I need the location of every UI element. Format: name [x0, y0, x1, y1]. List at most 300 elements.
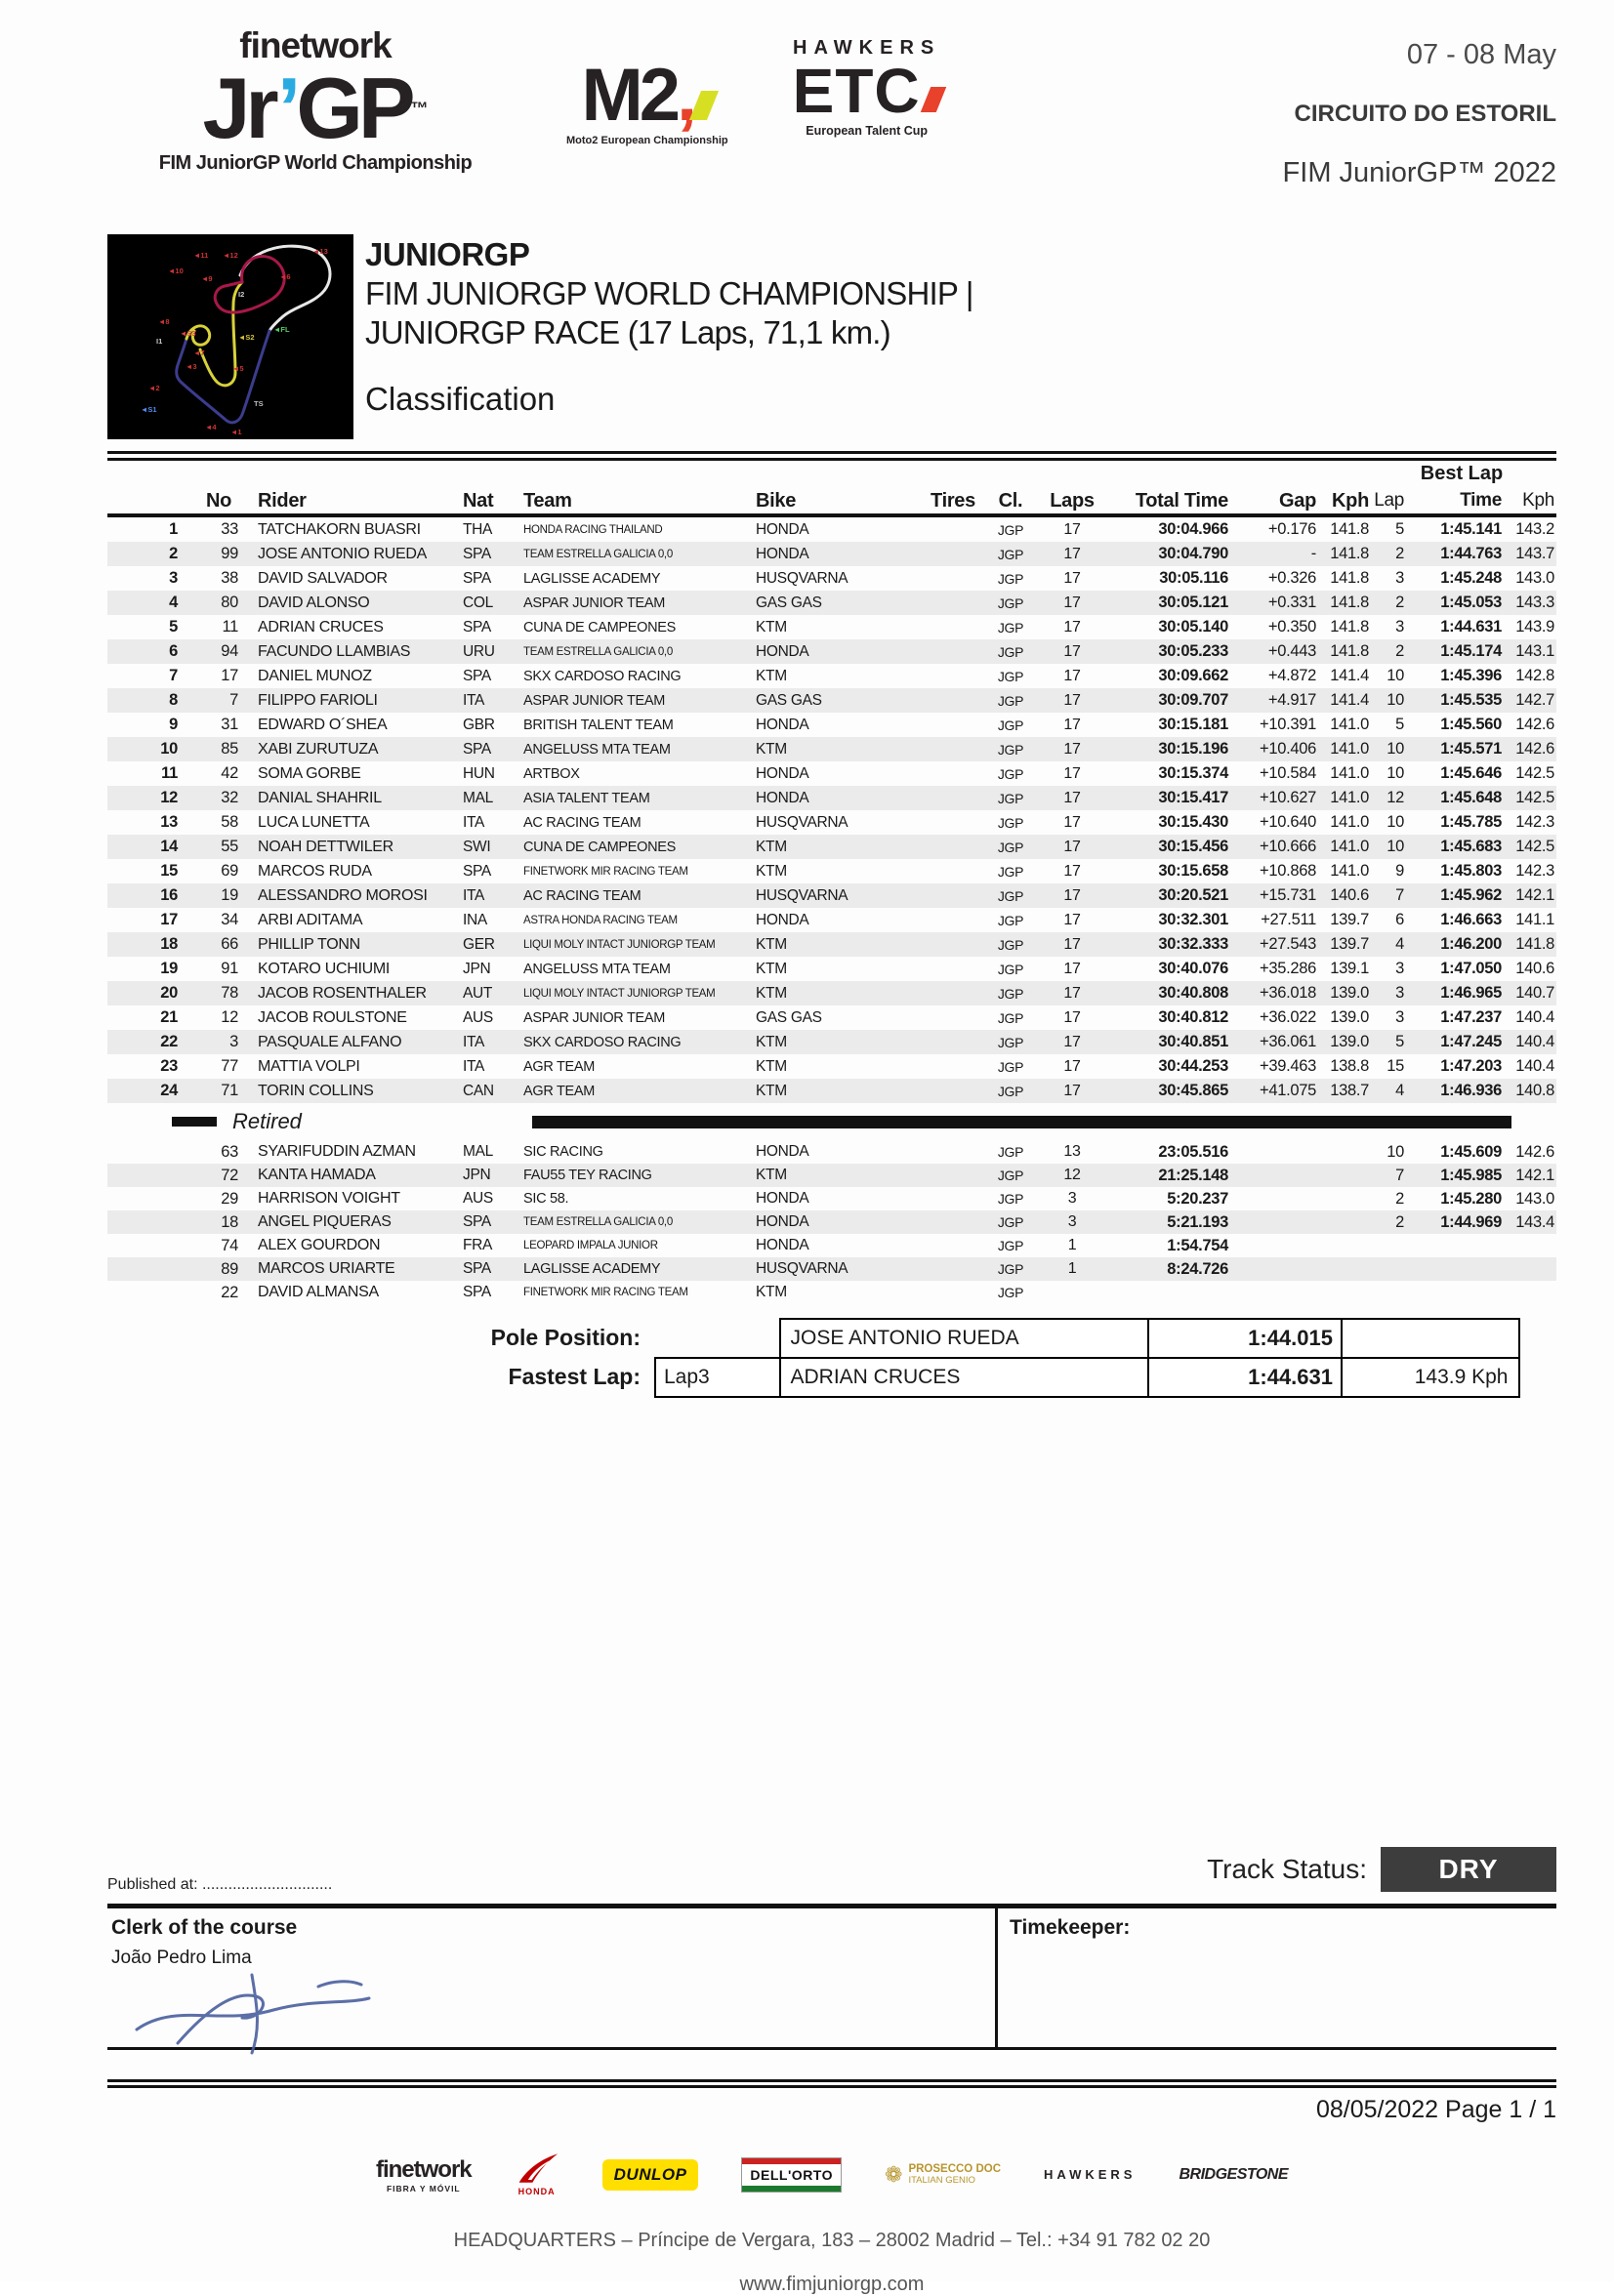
- jrgp-logo-text: [154, 60, 476, 156]
- etc-logo-tagline: European Talent Cup: [806, 124, 929, 138]
- bike-cell: HONDA: [756, 1213, 809, 1230]
- no-cell: 63: [221, 1142, 238, 1161]
- rider-cell: MATTIA VOLPI: [258, 1057, 360, 1075]
- blap-cell: 5: [1395, 716, 1404, 733]
- team-cell: FINETWORK MIR RACING TEAM: [523, 865, 688, 878]
- total-cell: 30:15.374: [1158, 764, 1228, 782]
- rider-cell: NOAH DETTWILER: [258, 838, 393, 855]
- table-row: [107, 615, 1556, 639]
- table-row: [107, 761, 1556, 786]
- rider-cell: FACUNDO LLAMBIAS: [258, 642, 411, 660]
- bkph-cell: 143.3: [1515, 594, 1554, 611]
- laps-cell: 13: [1063, 1143, 1081, 1160]
- nat-cell: ITA: [463, 813, 485, 831]
- total-cell: 30:40.808: [1158, 984, 1228, 1002]
- header-blap-cell: Lap: [1374, 490, 1404, 511]
- no-cell: 38: [221, 569, 238, 587]
- rider-cell: DAVID SALVADOR: [258, 569, 388, 587]
- btime-cell: 1:46.663: [1440, 911, 1502, 928]
- bkph-cell: 142.6: [1515, 740, 1554, 758]
- track-map-label: ◄S3: [180, 329, 196, 338]
- fastest-lap-rider: ADRIAN CRUCES: [779, 1357, 1150, 1398]
- laps-cell: 17: [1063, 984, 1081, 1002]
- nat-cell: SPA: [463, 1284, 491, 1300]
- header-btime-cell: Time: [1460, 490, 1502, 511]
- table-row: [107, 1164, 1556, 1187]
- event-info: [1283, 39, 1556, 189]
- rider-cell: MARCOS URIARTE: [258, 1260, 395, 1277]
- m2-logo-text: [566, 54, 728, 137]
- bike-cell: KTM: [756, 1057, 787, 1075]
- kph-cell: 141.0: [1330, 838, 1369, 855]
- gap-cell: +0.326: [1267, 569, 1316, 587]
- nat-cell: ITA: [463, 691, 485, 709]
- total-cell: 5:20.237: [1167, 1189, 1228, 1208]
- pos-cell: 23: [160, 1057, 178, 1075]
- cl-cell: JGP: [997, 1058, 1024, 1075]
- kph-cell: 141.4: [1330, 667, 1369, 684]
- gap-cell: +10.627: [1259, 789, 1316, 806]
- team-cell: LAGLISSE ACADEMY: [523, 570, 661, 587]
- blap-cell: 5: [1395, 520, 1404, 538]
- laps-cell: 17: [1063, 1008, 1081, 1026]
- etc-logo-text: [792, 56, 941, 126]
- team-cell: SIC 58.: [523, 1191, 569, 1207]
- nat-cell: GBR: [463, 716, 495, 733]
- m2-logo-tagline: Moto2 European Championship: [566, 135, 728, 146]
- track-map-label: I2: [238, 290, 245, 299]
- laps-cell: 17: [1063, 862, 1081, 880]
- cl-cell: JGP: [997, 741, 1024, 758]
- rider-cell: SOMA GORBE: [258, 764, 361, 782]
- cl-cell: JGP: [997, 1168, 1024, 1183]
- cl-cell: JGP: [997, 643, 1024, 660]
- laps-cell: 1: [1067, 1260, 1077, 1277]
- total-cell: 30:05.121: [1158, 594, 1228, 611]
- total-cell: 30:05.140: [1158, 618, 1228, 636]
- track-map-label: ◄1: [230, 428, 242, 436]
- prosecco-emblem-icon: ❁: [885, 2161, 903, 2187]
- sponsor-name: finetwork: [375, 2155, 472, 2183]
- team-cell: ASPAR JUNIOR TEAM: [523, 692, 666, 709]
- retired-bar-icon: [532, 1116, 1511, 1128]
- cl-cell: JGP: [997, 1009, 1024, 1026]
- btime-cell: 1:45.985: [1440, 1166, 1502, 1184]
- sponsor-hawkers-logo: [1044, 2166, 1136, 2184]
- fastest-lap-number: Lap3: [654, 1357, 781, 1398]
- track-map-label: ◄8: [158, 317, 170, 326]
- team-cell: SIC RACING: [523, 1144, 603, 1160]
- team-cell: TEAM ESTRELLA GALICIA 0,0: [523, 1216, 673, 1228]
- no-cell: 71: [221, 1082, 238, 1099]
- header-cl-cell: Cl.: [998, 489, 1023, 512]
- table-row: [107, 737, 1556, 761]
- bkph-cell: 142.5: [1515, 789, 1554, 806]
- no-cell: 18: [221, 1212, 238, 1231]
- team-cell: SKX CARDOSO RACING: [523, 668, 682, 684]
- pole-kph: [1341, 1318, 1520, 1359]
- btime-cell: 1:45.535: [1440, 691, 1502, 709]
- jrgp-logo: [154, 25, 476, 175]
- total-cell: 30:45.865: [1158, 1082, 1228, 1099]
- track-map-label: ◄6: [279, 272, 291, 281]
- no-cell: 58: [221, 813, 238, 831]
- no-cell: 99: [221, 545, 238, 562]
- cl-cell: JGP: [997, 521, 1024, 538]
- team-cell: ARTBOX: [523, 765, 580, 782]
- pos-cell: 4: [169, 594, 178, 611]
- cl-cell: JGP: [997, 912, 1024, 928]
- laps-cell: 17: [1063, 618, 1081, 636]
- pos-cell: 24: [160, 1082, 178, 1099]
- sponsor-honda-logo: [515, 2152, 559, 2196]
- best-lap-header-row: [107, 463, 1556, 488]
- laps-cell: 17: [1063, 545, 1081, 562]
- bkph-cell: 143.9: [1515, 618, 1554, 636]
- retired-dash-icon: [172, 1117, 217, 1127]
- pole-label: Pole Position:: [490, 1325, 641, 1350]
- nat-cell: SWI: [463, 838, 491, 855]
- total-cell: 30:40.851: [1158, 1033, 1228, 1050]
- rider-cell: JACOB ROULSTONE: [258, 1008, 407, 1026]
- track-map-label: ◄10: [168, 266, 184, 275]
- table-row: [107, 713, 1556, 737]
- bike-cell: HONDA: [756, 789, 809, 806]
- team-cell: AGR TEAM: [523, 1058, 596, 1075]
- nat-cell: SPA: [463, 1213, 491, 1230]
- pos-cell: 11: [161, 764, 178, 782]
- bkph-cell: 143.0: [1515, 569, 1554, 587]
- pos-cell: 21: [160, 1008, 178, 1026]
- cl-cell: JGP: [997, 1083, 1024, 1099]
- rider-cell: ALESSANDRO MOROSI: [258, 886, 428, 904]
- sponsor-prosecco-doc-logo: [885, 2162, 1001, 2188]
- bike-cell: HONDA: [756, 911, 809, 928]
- rider-cell: FILIPPO FARIOLI: [258, 691, 378, 709]
- team-cell: AC RACING TEAM: [523, 814, 641, 831]
- rider-cell: ANGEL PIQUERAS: [258, 1213, 392, 1230]
- best-lap-header: Best Lap: [1420, 463, 1504, 484]
- pos-cell: 22: [160, 1033, 178, 1050]
- rider-cell: ADRIAN CRUCES: [258, 618, 384, 636]
- btime-cell: 1:44.969: [1440, 1212, 1502, 1231]
- no-cell: 55: [221, 838, 238, 855]
- blap-cell: 5: [1395, 1033, 1404, 1050]
- no-cell: 91: [221, 960, 238, 977]
- cl-cell: JGP: [997, 863, 1024, 880]
- rider-cell: JOSE ANTONIO RUEDA: [258, 545, 428, 562]
- team-cell: LIQUI MOLY INTACT JUNIORGP TEAM: [523, 938, 716, 951]
- bike-cell: KTM: [756, 1033, 787, 1050]
- laps-cell: 17: [1063, 813, 1081, 831]
- pos-cell: 1: [169, 520, 178, 538]
- laps-cell: 17: [1063, 1082, 1081, 1099]
- pos-cell: 9: [169, 716, 178, 733]
- sponsor-name: HAWKERS: [1044, 2166, 1137, 2182]
- sponsor-tagline: ITALIAN GENIO: [908, 2175, 975, 2186]
- table-row: [107, 1054, 1556, 1079]
- cl-cell: JGP: [997, 814, 1024, 831]
- dellorto-green-bar-icon: [742, 2186, 841, 2192]
- retired-rows: [107, 1140, 1556, 1304]
- bike-cell: HONDA: [756, 642, 809, 660]
- rider-cell: PASQUALE ALFANO: [258, 1033, 402, 1050]
- cl-cell: JGP: [997, 619, 1024, 636]
- pos-cell: 6: [169, 642, 178, 660]
- gap-cell: +41.075: [1259, 1082, 1316, 1099]
- btime-cell: 1:45.396: [1440, 667, 1502, 684]
- blap-cell: 4: [1395, 1082, 1404, 1099]
- event-date: 07 - 08 May: [1406, 39, 1556, 70]
- sponsor-name: DUNLOP: [613, 2164, 687, 2184]
- kph-cell: 141.8: [1330, 545, 1369, 562]
- honda-wing-icon: [515, 2152, 559, 2184]
- cl-cell: JGP: [997, 594, 1024, 611]
- nat-cell: SPA: [463, 667, 491, 684]
- total-cell: 30:40.812: [1158, 1008, 1228, 1026]
- btime-cell: 1:47.237: [1440, 1008, 1502, 1026]
- btime-cell: 1:45.683: [1440, 838, 1502, 855]
- track-map-label: ◄13: [312, 247, 328, 256]
- no-cell: 94: [221, 642, 238, 660]
- nat-cell: SPA: [463, 545, 491, 562]
- table-row: [107, 1187, 1556, 1210]
- btime-cell: 1:47.050: [1440, 960, 1502, 977]
- table-row: [107, 1140, 1556, 1164]
- team-cell: TEAM ESTRELLA GALICIA 0,0: [523, 548, 673, 560]
- pos-cell: 15: [160, 862, 178, 880]
- header-team-cell: Team: [523, 489, 572, 512]
- blap-cell: 3: [1395, 984, 1404, 1002]
- table-row: [107, 1234, 1556, 1257]
- blap-cell: 10: [1386, 813, 1404, 831]
- sponsor-row: [107, 2146, 1556, 2204]
- nat-cell: SPA: [463, 569, 491, 587]
- pos-cell: 3: [169, 569, 178, 587]
- bkph-cell: 143.7: [1515, 545, 1554, 562]
- team-cell: LEOPARD IMPALA JUNIOR: [523, 1240, 658, 1251]
- cl-cell: JGP: [997, 1261, 1024, 1277]
- pos-cell: 5: [169, 618, 178, 636]
- gap-cell: +10.640: [1259, 813, 1316, 831]
- blap-cell: 15: [1386, 1057, 1404, 1075]
- gap-cell: +10.391: [1259, 716, 1316, 733]
- total-cell: 30:09.662: [1158, 667, 1228, 684]
- laps-cell: 17: [1063, 911, 1081, 928]
- finetwork-logo-text: finetwork: [239, 25, 392, 65]
- gap-cell: +0.176: [1267, 520, 1316, 538]
- cl-cell: JGP: [997, 790, 1024, 806]
- jrgp-logo-gp: GP: [296, 60, 411, 156]
- nat-cell: HUN: [463, 764, 495, 782]
- header-rider-cell: Rider: [258, 489, 307, 512]
- total-cell: 21:25.148: [1158, 1166, 1228, 1184]
- clerk-name: João Pedro Lima: [111, 1947, 252, 1968]
- cl-cell: JGP: [997, 936, 1024, 953]
- bkph-cell: 140.8: [1515, 1082, 1554, 1099]
- btime-cell: 1:45.803: [1440, 862, 1502, 880]
- bkph-cell: 140.6: [1515, 960, 1554, 977]
- laps-cell: 17: [1063, 935, 1081, 953]
- table-row: [107, 1281, 1556, 1304]
- bike-cell: KTM: [756, 667, 787, 684]
- team-cell: TEAM ESTRELLA GALICIA 0,0: [523, 645, 673, 658]
- btime-cell: 1:47.203: [1440, 1057, 1502, 1075]
- bike-cell: HONDA: [756, 1190, 809, 1207]
- track-map-label: ◄12: [223, 251, 238, 260]
- blap-cell: 10: [1386, 740, 1404, 758]
- blap-cell: 6: [1395, 911, 1404, 928]
- bkph-cell: 142.1: [1515, 1166, 1554, 1184]
- rider-cell: TORIN COLLINS: [258, 1082, 374, 1099]
- bkph-cell: 143.1: [1515, 642, 1554, 660]
- laps-cell: 17: [1063, 569, 1081, 587]
- pos-cell: 10: [160, 740, 178, 758]
- total-cell: 30:15.417: [1158, 789, 1228, 806]
- laps-cell: 17: [1063, 886, 1081, 904]
- bike-cell: KTM: [756, 740, 787, 758]
- pos-cell: 14: [160, 838, 178, 855]
- sponsor-name: DELL'ORTO: [750, 2166, 833, 2183]
- cl-cell: JGP: [997, 692, 1024, 709]
- blap-cell: 2: [1395, 594, 1404, 611]
- signature-boxes: [107, 1904, 1556, 2050]
- btime-cell: 1:45.141: [1440, 520, 1502, 538]
- double-rule-bottom: [107, 2079, 1556, 2088]
- clerk-box: [107, 1908, 998, 2047]
- laps-cell: 3: [1067, 1190, 1077, 1207]
- event-season: FIM JuniorGP™ 2022: [1282, 157, 1556, 188]
- kph-cell: 141.8: [1330, 569, 1369, 587]
- bike-cell: GAS GAS: [756, 594, 822, 611]
- total-cell: 30:44.253: [1158, 1057, 1228, 1075]
- table-row: [107, 859, 1556, 883]
- rider-cell: HARRISON VOIGHT: [258, 1190, 400, 1207]
- table-row: [107, 1030, 1556, 1054]
- timekeeper-label: Timekeeper:: [1010, 1915, 1131, 1939]
- nat-cell: ITA: [463, 886, 485, 904]
- gap-cell: +10.868: [1259, 862, 1316, 880]
- bkph-cell: 143.4: [1515, 1212, 1554, 1231]
- cl-cell: JGP: [997, 668, 1024, 684]
- bkph-cell: 142.7: [1515, 691, 1554, 709]
- sponsor-name: BRIDGESTONE: [1179, 2165, 1289, 2183]
- total-cell: 30:09.707: [1158, 691, 1228, 709]
- gap-cell: +0.331: [1267, 594, 1316, 611]
- no-cell: 32: [221, 789, 238, 806]
- pos-cell: 20: [160, 984, 178, 1002]
- laps-cell: 17: [1063, 594, 1081, 611]
- nat-cell: COL: [463, 594, 493, 611]
- rider-cell: SYARIFUDDIN AZMAN: [258, 1143, 416, 1160]
- bike-cell: HUSQVARNA: [756, 569, 848, 587]
- btime-cell: 1:44.631: [1440, 618, 1502, 636]
- header-bike-cell: Bike: [756, 489, 797, 512]
- track-map-label: ◄S2: [238, 333, 255, 342]
- bike-cell: KTM: [756, 935, 787, 953]
- header-gap-cell: Gap: [1279, 489, 1316, 512]
- gap-cell: +10.406: [1259, 740, 1316, 758]
- kph-cell: 141.0: [1330, 740, 1369, 758]
- track-map-label: ◄2: [148, 384, 160, 392]
- laps-cell: 17: [1063, 1057, 1081, 1075]
- rider-cell: PHILLIP TONN: [258, 935, 360, 953]
- btime-cell: 1:46.965: [1440, 984, 1502, 1002]
- rider-cell: DANIAL SHAHRIL: [258, 789, 382, 806]
- table-row: [107, 591, 1556, 615]
- date-page: 08/05/2022 Page 1 / 1: [1315, 2095, 1556, 2123]
- summary-box: [107, 1318, 1556, 1398]
- pos-cell: 7: [169, 667, 178, 684]
- pos-cell: 16: [160, 886, 178, 904]
- retired-label: Retired: [232, 1109, 302, 1133]
- kph-cell: 138.8: [1330, 1057, 1369, 1075]
- track-map-label: ◄S1: [141, 405, 157, 414]
- cl-cell: JGP: [997, 985, 1024, 1002]
- team-cell: LAGLISSE ACADEMY: [523, 1261, 661, 1277]
- hawkers-logo-text: HAWKERS: [793, 37, 941, 59]
- header-tires-cell: Tires: [931, 489, 975, 512]
- blap-cell: 12: [1386, 789, 1404, 806]
- bike-cell: HONDA: [756, 716, 809, 733]
- blap-cell: 9: [1395, 862, 1404, 880]
- rider-cell: MARCOS RUDA: [258, 862, 372, 880]
- team-cell: ASPAR JUNIOR TEAM: [523, 594, 666, 611]
- gap-cell: +4.872: [1267, 667, 1316, 684]
- rider-cell: KOTARO UCHIUMI: [258, 960, 391, 977]
- bkph-cell: 143.0: [1515, 1189, 1554, 1208]
- blap-cell: 2: [1395, 1189, 1404, 1208]
- bike-cell: HUSQVARNA: [756, 886, 848, 904]
- classification-rows: [107, 517, 1556, 1103]
- track-status: [1207, 1847, 1556, 1896]
- kph-cell: 141.4: [1330, 691, 1369, 709]
- blap-cell: 7: [1395, 1166, 1404, 1184]
- bike-cell: GAS GAS: [756, 691, 822, 709]
- double-rule-top: [107, 451, 1556, 461]
- bkph-cell: 140.4: [1515, 1033, 1554, 1050]
- etc-logo: [793, 37, 941, 138]
- fastest-lap-label: Fastest Lap:: [508, 1363, 641, 1389]
- table-row: [107, 835, 1556, 859]
- timekeeper-box: [998, 1908, 1556, 2047]
- kph-cell: 141.8: [1330, 520, 1369, 538]
- laps-cell: 17: [1063, 716, 1081, 733]
- championship-title: FIM JUNIORGP WORLD CHAMPIONSHIP |: [365, 275, 973, 311]
- kph-cell: 141.0: [1330, 716, 1369, 733]
- no-cell: 3: [229, 1033, 238, 1050]
- laps-cell: 17: [1063, 764, 1081, 782]
- laps-cell: 17: [1063, 960, 1081, 977]
- no-cell: 11: [222, 618, 238, 636]
- pos-cell: 2: [169, 545, 178, 562]
- rider-cell: ARBI ADITAMA: [258, 911, 363, 928]
- m2-logo-m2: M2: [581, 54, 678, 137]
- no-cell: 19: [221, 886, 238, 904]
- nat-cell: GER: [463, 935, 495, 953]
- table-row: [107, 1079, 1556, 1103]
- bkph-cell: 140.4: [1515, 1008, 1554, 1026]
- rider-cell: LUCA LUNETTA: [258, 813, 370, 831]
- btime-cell: 1:45.174: [1440, 642, 1502, 660]
- no-cell: 66: [221, 935, 238, 953]
- blap-cell: 7: [1395, 886, 1404, 904]
- team-cell: ASPAR JUNIOR TEAM: [523, 1009, 666, 1026]
- event-circuit: CIRCUITO DO ESTORIL: [1294, 101, 1556, 127]
- nat-cell: AUS: [463, 1008, 493, 1026]
- blap-cell: 10: [1386, 667, 1404, 684]
- track-map-label: ◄3: [186, 362, 197, 371]
